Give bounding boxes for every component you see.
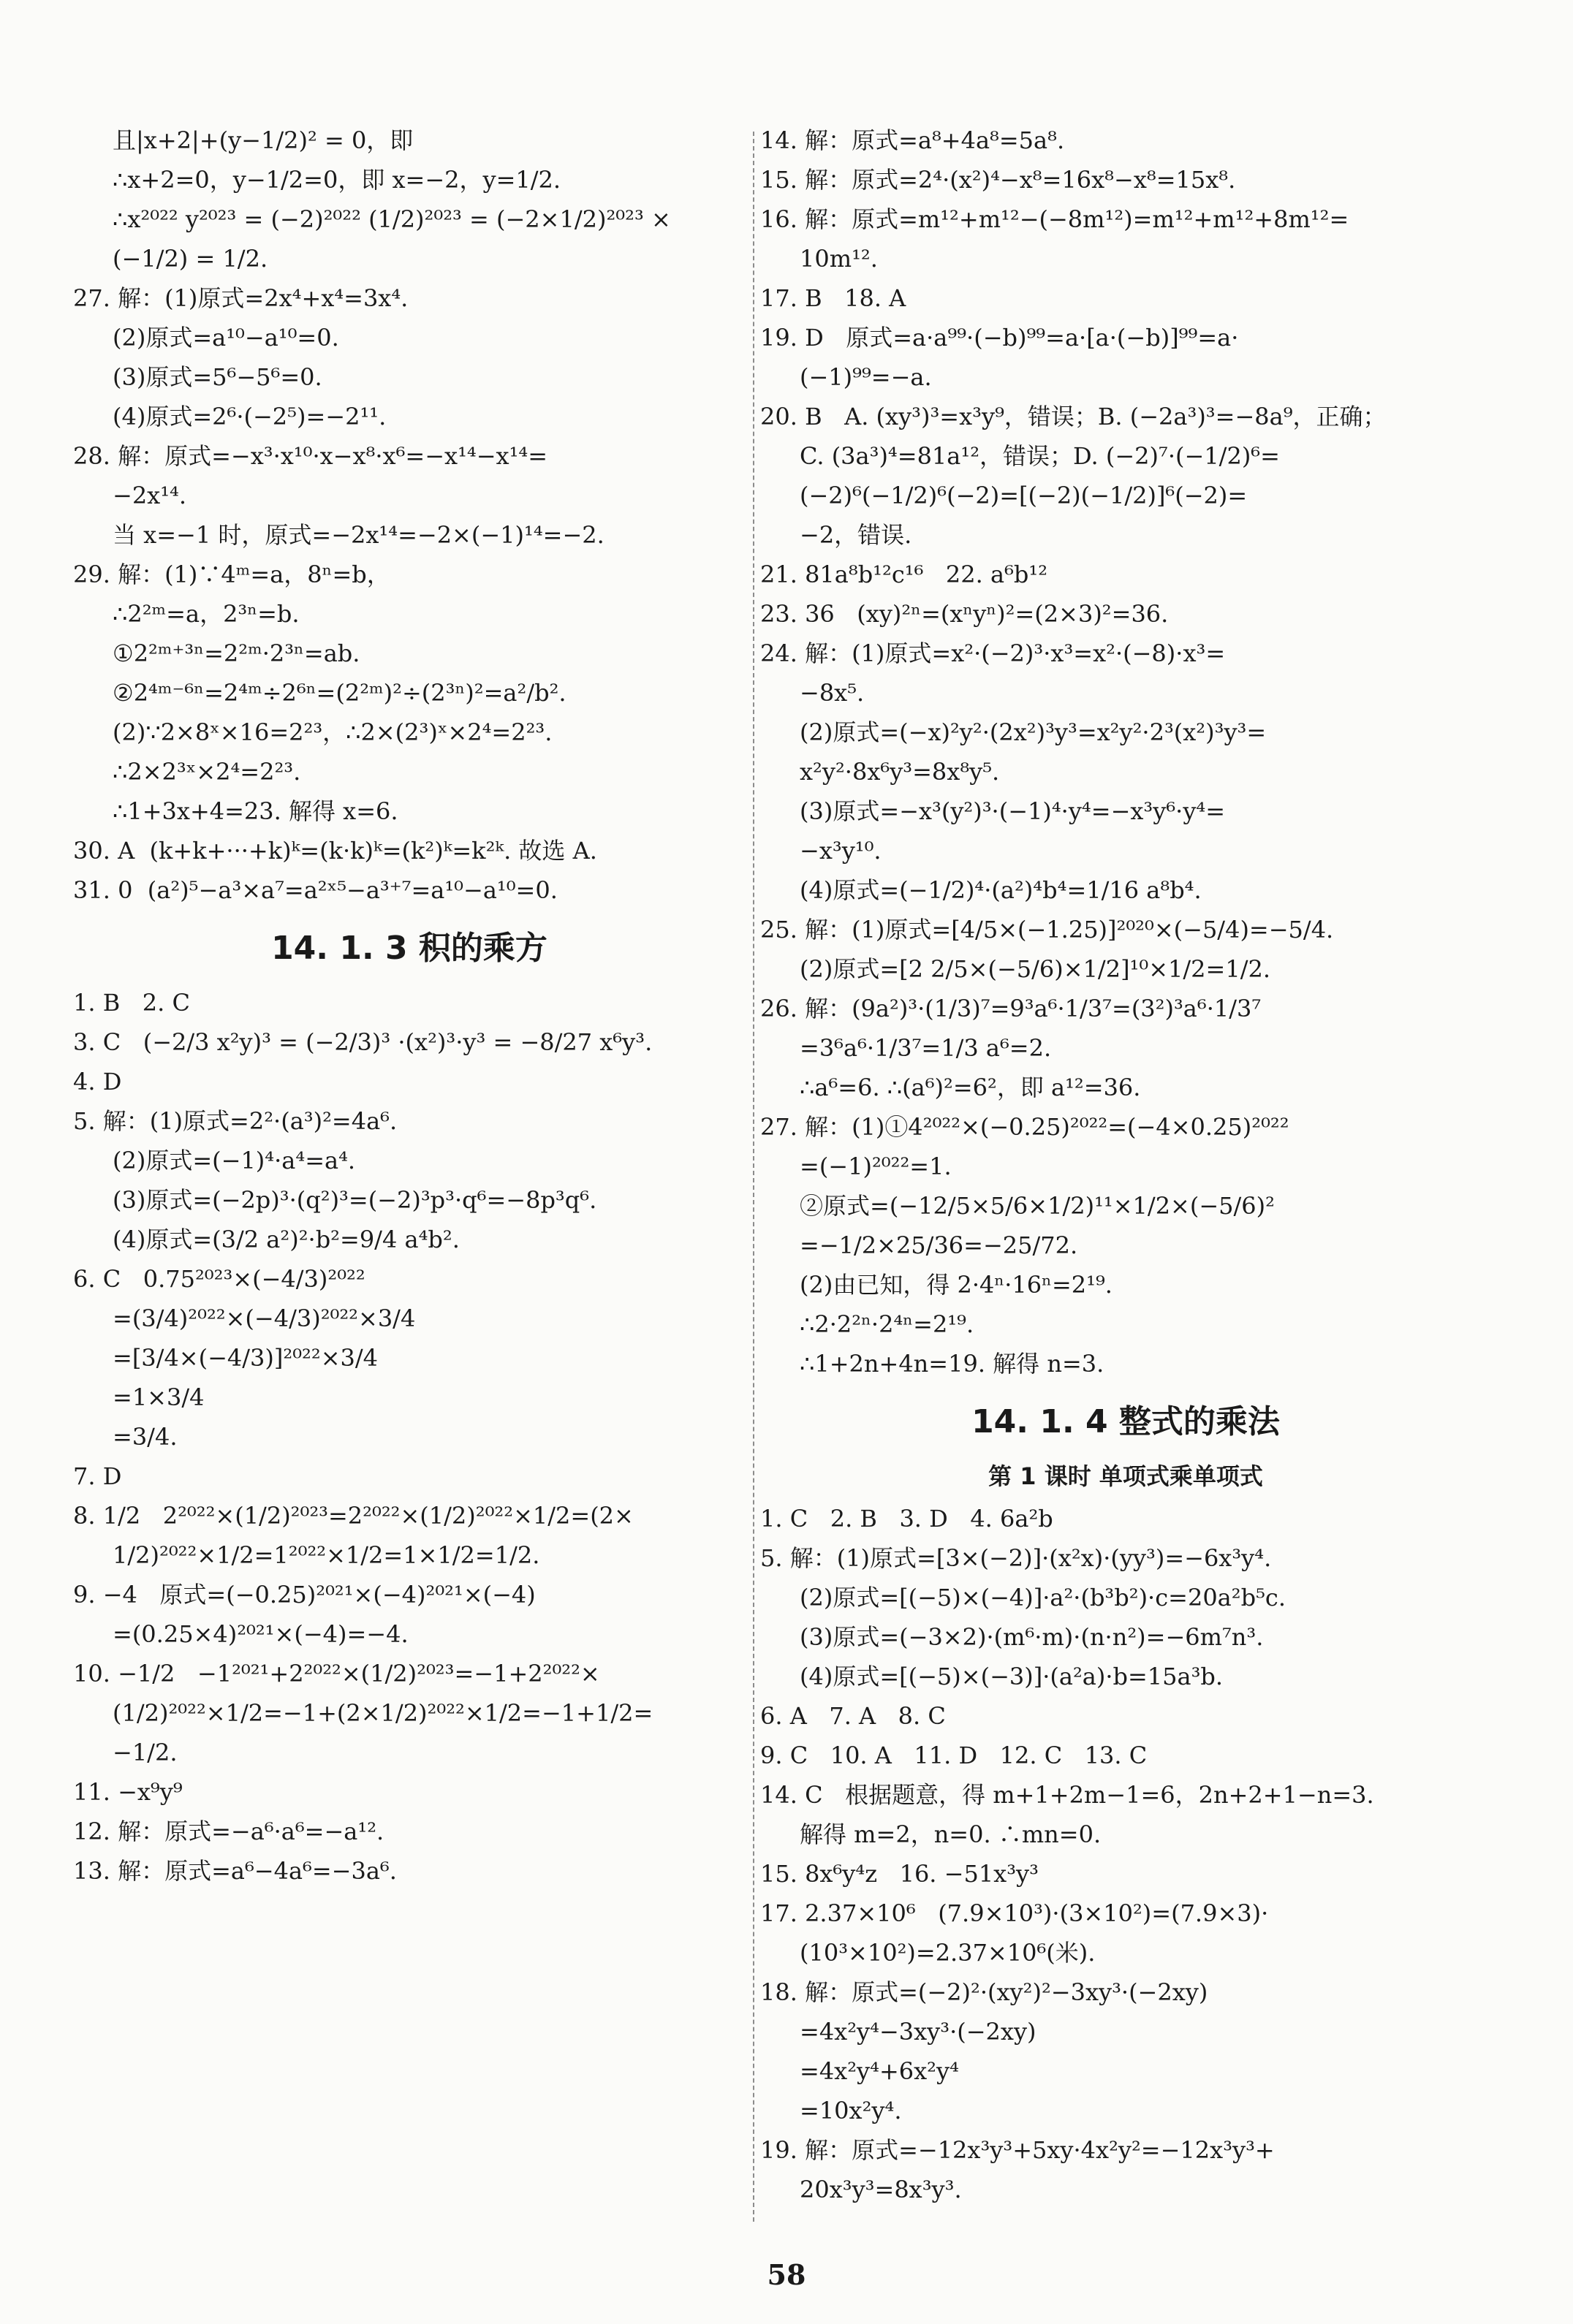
answer-line: 19. D 原式=a·a⁹⁹·(−b)⁹⁹=a·[a·(−b)]⁹⁹=a· <box>760 324 1239 352</box>
answer-line: (2)∵2×8ˣ×16=2²³，∴2×(2³)ˣ×2⁴=2²³. <box>113 718 553 746</box>
answer-line: 10. −1/2 −1²⁰²¹+2²⁰²²×(1/2)²⁰²³=−1+2²⁰²²× <box>73 1660 600 1687</box>
answer-line: (−2)⁶(−1/2)⁶(−2)=[(−2)(−1/2)]⁶(−2)= <box>800 482 1248 509</box>
answer-line: (3)原式=−x³(y²)³·(−1)⁴·y⁴=−x³y⁶·y⁴= <box>800 797 1226 825</box>
answer-line: ∴2·2²ⁿ·2⁴ⁿ=2¹⁹. <box>800 1310 974 1338</box>
answer-line: 17. 2.37×10⁶ (7.9×10³)·(3×10²)=(7.9×3)· <box>760 1899 1269 1927</box>
answer-line: =(−1)²⁰²²=1. <box>800 1152 952 1180</box>
answer-line: 18. 解：原式=(−2)²·(xy²)²−3xy³·(−2xy) <box>760 1978 1208 2006</box>
answer-line: =10x²y⁴. <box>800 2097 902 2124</box>
answer-line: (−1/2) = 1/2. <box>113 245 268 273</box>
answer-line: (4)原式=[(−5)×(−3)]·(a²a)·b=15a³b. <box>800 1663 1224 1690</box>
answer-line: 19. 解：原式=−12x³y³+5xy·4x²y²=−12x³y³+ <box>760 2136 1275 2164</box>
left-column <box>73 124 746 1894</box>
answer-line: 24. 解：(1)原式=x²·(−2)³·x³=x²·(−8)·x³= <box>760 639 1226 667</box>
answer-line: ∴2²ᵐ=a，2³ⁿ=b. <box>113 600 300 628</box>
answer-line: ∴1+3x+4=23. 解得 x=6. <box>113 797 398 825</box>
answer-line: 23. 36 (xy)²ⁿ=(xⁿyⁿ)²=(2×3)²=36. <box>760 600 1169 628</box>
answer-line: 6. A 7. A 8. C <box>760 1702 946 1730</box>
answer-line: 15. 解：原式=2⁴·(x²)⁴−x⁸=16x⁸−x⁸=15x⁸. <box>760 166 1236 194</box>
answer-line: 9. C 10. A 11. D 12. C 13. C <box>760 1742 1148 1769</box>
answer-line: 9. −4 原式=(−0.25)²⁰²¹×(−4)²⁰²¹×(−4) <box>73 1581 536 1609</box>
answer-line: 20. B A. (xy³)³=x³y⁹，错误；B. (−2a³)³=−8a⁹，正确； <box>760 403 1387 430</box>
answer-line: 28. 解：原式=−x³·x¹⁰·x−x⁸·x⁶=−x¹⁴−x¹⁴= <box>73 442 548 470</box>
answer-line: ∴x²⁰²² y²⁰²³ = (−2)²⁰²² (1/2)²⁰²³ = (−2×1/2)²⁰²³ × <box>113 205 671 233</box>
answer-line: 27. 解：(1)原式=2x⁴+x⁴=3x⁴. <box>73 284 409 312</box>
section-heading: 14. 1. 4 整式的乘法 <box>971 1403 1280 1440</box>
answer-line: 当 x=−1 时，原式=−2x¹⁴=−2×(−1)¹⁴=−2. <box>113 521 604 549</box>
answer-line: ∴a⁶=6. ∴(a⁶)²=6²，即 a¹²=36. <box>800 1074 1141 1101</box>
answer-line: =[3/4×(−4/3)]²⁰²²×3/4 <box>113 1344 378 1372</box>
answer-line: (2)由已知，得 2·4ⁿ·16ⁿ=2¹⁹. <box>800 1271 1113 1299</box>
answer-line: (3)原式=5⁶−5⁶=0. <box>113 363 322 391</box>
answer-line: 8. 1/2 2²⁰²²×(1/2)²⁰²³=2²⁰²²×(1/2)²⁰²²×1/2=(2× <box>73 1502 634 1530</box>
answer-line: ∴x+2=0，y−1/2=0，即 x=−2，y=1/2. <box>113 166 561 194</box>
answer-line: 14. C 根据题意，得 m+1+2m−1=6，2n+2+1−n=3. <box>760 1781 1374 1809</box>
answer-line: −2x¹⁴. <box>113 482 187 509</box>
answer-line: 31. 0 (a²)⁵−a³×a⁷=a²ˣ⁵−a³⁺⁷=a¹⁰−a¹⁰=0. <box>73 876 558 904</box>
column-divider <box>753 132 754 2222</box>
answer-line: 21. 81a⁸b¹²c¹⁶ 22. a⁶b¹² <box>760 561 1048 588</box>
answer-line: −8x⁵. <box>800 679 865 707</box>
answer-line: =(0.25×4)²⁰²¹×(−4)=−4. <box>113 1620 409 1648</box>
answer-line: 15. 8x⁶y⁴z 16. −51x³y³ <box>760 1860 1039 1888</box>
answer-line: 29. 解：(1)∵4ᵐ=a，8ⁿ=b， <box>73 561 390 588</box>
right-column <box>760 124 1491 2213</box>
answer-line: =−1/2×25/36=−25/72. <box>800 1231 1078 1259</box>
answer-line: (3)原式=(−2p)³·(q²)³=(−2)³p³·q⁶=−8p³q⁶. <box>113 1186 597 1214</box>
answer-line: −2，错误. <box>800 521 912 549</box>
answer-line: (4)原式=(3/2 a²)²·b²=9/4 a⁴b². <box>113 1226 460 1253</box>
answer-line: 20x³y³=8x³y³. <box>800 2176 962 2203</box>
answer-line: (10³×10²)=2.37×10⁶(米). <box>800 1939 1096 1967</box>
answer-line: −x³y¹⁰. <box>800 837 882 865</box>
answer-line: 且|x+2|+(y−1/2)² = 0，即 <box>113 126 414 154</box>
answer-line: 25. 解：(1)原式=[4/5×(−1.25)]²⁰²⁰×(−5/4)=−5/4. <box>760 916 1334 943</box>
answer-line: ②原式=(−12/5×5/6×1/2)¹¹×1/2×(−5/6)² <box>800 1192 1275 1220</box>
answer-line: 11. −x⁹y⁹ <box>73 1778 183 1806</box>
page-number: 58 <box>767 2258 806 2291</box>
answer-line: (1/2)²⁰²²×1/2=−1+(2×1/2)²⁰²²×1/2=−1+1/2= <box>113 1699 653 1727</box>
answer-line: =4x²y⁴−3xy³·(−2xy) <box>800 2018 1036 2046</box>
answer-line: ②2⁴ᵐ⁻⁶ⁿ=2⁴ᵐ÷2⁶ⁿ=(2²ᵐ)²÷(2³ⁿ)²=a²/b². <box>113 679 566 707</box>
answer-line: (2)原式=[2 2/5×(−5/6)×1/2]¹⁰×1/2=1/2. <box>800 955 1271 983</box>
answer-line: ∴1+2n+4n=19. 解得 n=3. <box>800 1350 1104 1378</box>
answer-line: 10m¹². <box>800 245 878 273</box>
answer-line: (2)原式=[(−5)×(−4)]·a²·(b³b²)·c=20a²b⁵c. <box>800 1584 1286 1611</box>
answer-line: 4. D <box>73 1068 122 1095</box>
answer-line: 17. B 18. A <box>760 284 906 312</box>
answer-line: 26. 解：(9a²)³·(1/3)⁷=9³a⁶·1/3⁷=(3²)³a⁶·1/3⁷ <box>760 995 1262 1022</box>
answer-line: 14. 解：原式=a⁸+4a⁸=5a⁸. <box>760 126 1065 154</box>
answer-line: 16. 解：原式=m¹²+m¹²−(−8m¹²)=m¹²+m¹²+8m¹²= <box>760 205 1349 233</box>
answer-line: (3)原式=(−3×2)·(m⁶·m)·(n·n²)=−6m⁷n³. <box>800 1623 1264 1651</box>
answer-line: x²y²·8x⁶y³=8x⁸y⁵. <box>800 758 1000 786</box>
answer-line: 解得 m=2，n=0. ∴mn=0. <box>800 1820 1102 1848</box>
answer-line: C. (3a³)⁴=81a¹²，错误；D. (−2)⁷·(−1/2)⁶= <box>800 442 1280 470</box>
lesson-subheading: 第 1 课时 单项式乘单项式 <box>988 1462 1263 1490</box>
answer-line: 5. 解：(1)原式=2²·(a³)²=4a⁶. <box>73 1107 398 1135</box>
answer-line: 3. C (−2/3 x²y)³ = (−2/3)³ ·(x²)³·y³ = −8/27 x⁶y³. <box>73 1028 653 1056</box>
answer-line: (−1)⁹⁹=−a. <box>800 363 932 391</box>
answer-line: (4)原式=2⁶·(−2⁵)=−2¹¹. <box>113 403 387 430</box>
answer-line: 6. C 0.75²⁰²³×(−4/3)²⁰²² <box>73 1265 365 1293</box>
answer-line: −1/2. <box>113 1739 178 1766</box>
answer-line: 27. 解：(1)①4²⁰²²×(−0.25)²⁰²²=(−4×0.25)²⁰²² <box>760 1113 1289 1141</box>
answer-line: ∴2×2³ˣ×2⁴=2²³. <box>113 758 301 786</box>
answer-line: 12. 解：原式=−a⁶·a⁶=−a¹². <box>73 1818 384 1845</box>
answer-line: 30. A (k+k+···+k)ᵏ=(k·k)ᵏ=(k²)ᵏ=k²ᵏ. 故选 A. <box>73 837 597 865</box>
answer-line: (2)原式=(−x)²y²·(2x²)³y³=x²y²·2³(x²)³y³= <box>800 718 1267 746</box>
answer-line: 1. C 2. B 3. D 4. 6a²b <box>760 1505 1053 1533</box>
answer-line: =(3/4)²⁰²²×(−4/3)²⁰²²×3/4 <box>113 1305 416 1332</box>
section-heading: 14. 1. 3 积的乘方 <box>271 930 547 967</box>
answer-line: =3⁶a⁶·1/3⁷=1/3 a⁶=2. <box>800 1034 1052 1062</box>
answer-line: (2)原式=(−1)⁴·a⁴=a⁴. <box>113 1147 356 1174</box>
answer-line: =4x²y⁴+6x²y⁴ <box>800 2057 959 2085</box>
answer-line: (2)原式=a¹⁰−a¹⁰=0. <box>113 324 339 352</box>
answer-line: 1/2)²⁰²²×1/2=1²⁰²²×1/2=1×1/2=1/2. <box>113 1541 540 1569</box>
answer-line: (4)原式=(−1/2)⁴·(a²)⁴b⁴=1/16 a⁸b⁴. <box>800 876 1202 904</box>
answer-line: ①2²ᵐ⁺³ⁿ=2²ᵐ·2³ⁿ=ab. <box>113 639 360 667</box>
answer-line: 13. 解：原式=a⁶−4a⁶=−3a⁶. <box>73 1857 397 1885</box>
answer-line: =3/4. <box>113 1423 178 1451</box>
answer-line: =1×3/4 <box>113 1383 205 1411</box>
answer-line: 7. D <box>73 1462 122 1490</box>
answer-line: 1. B 2. C <box>73 989 190 1017</box>
answer-line: 5. 解：(1)原式=[3×(−2)]·(x²x)·(yy³)=−6x³y⁴. <box>760 1544 1272 1572</box>
